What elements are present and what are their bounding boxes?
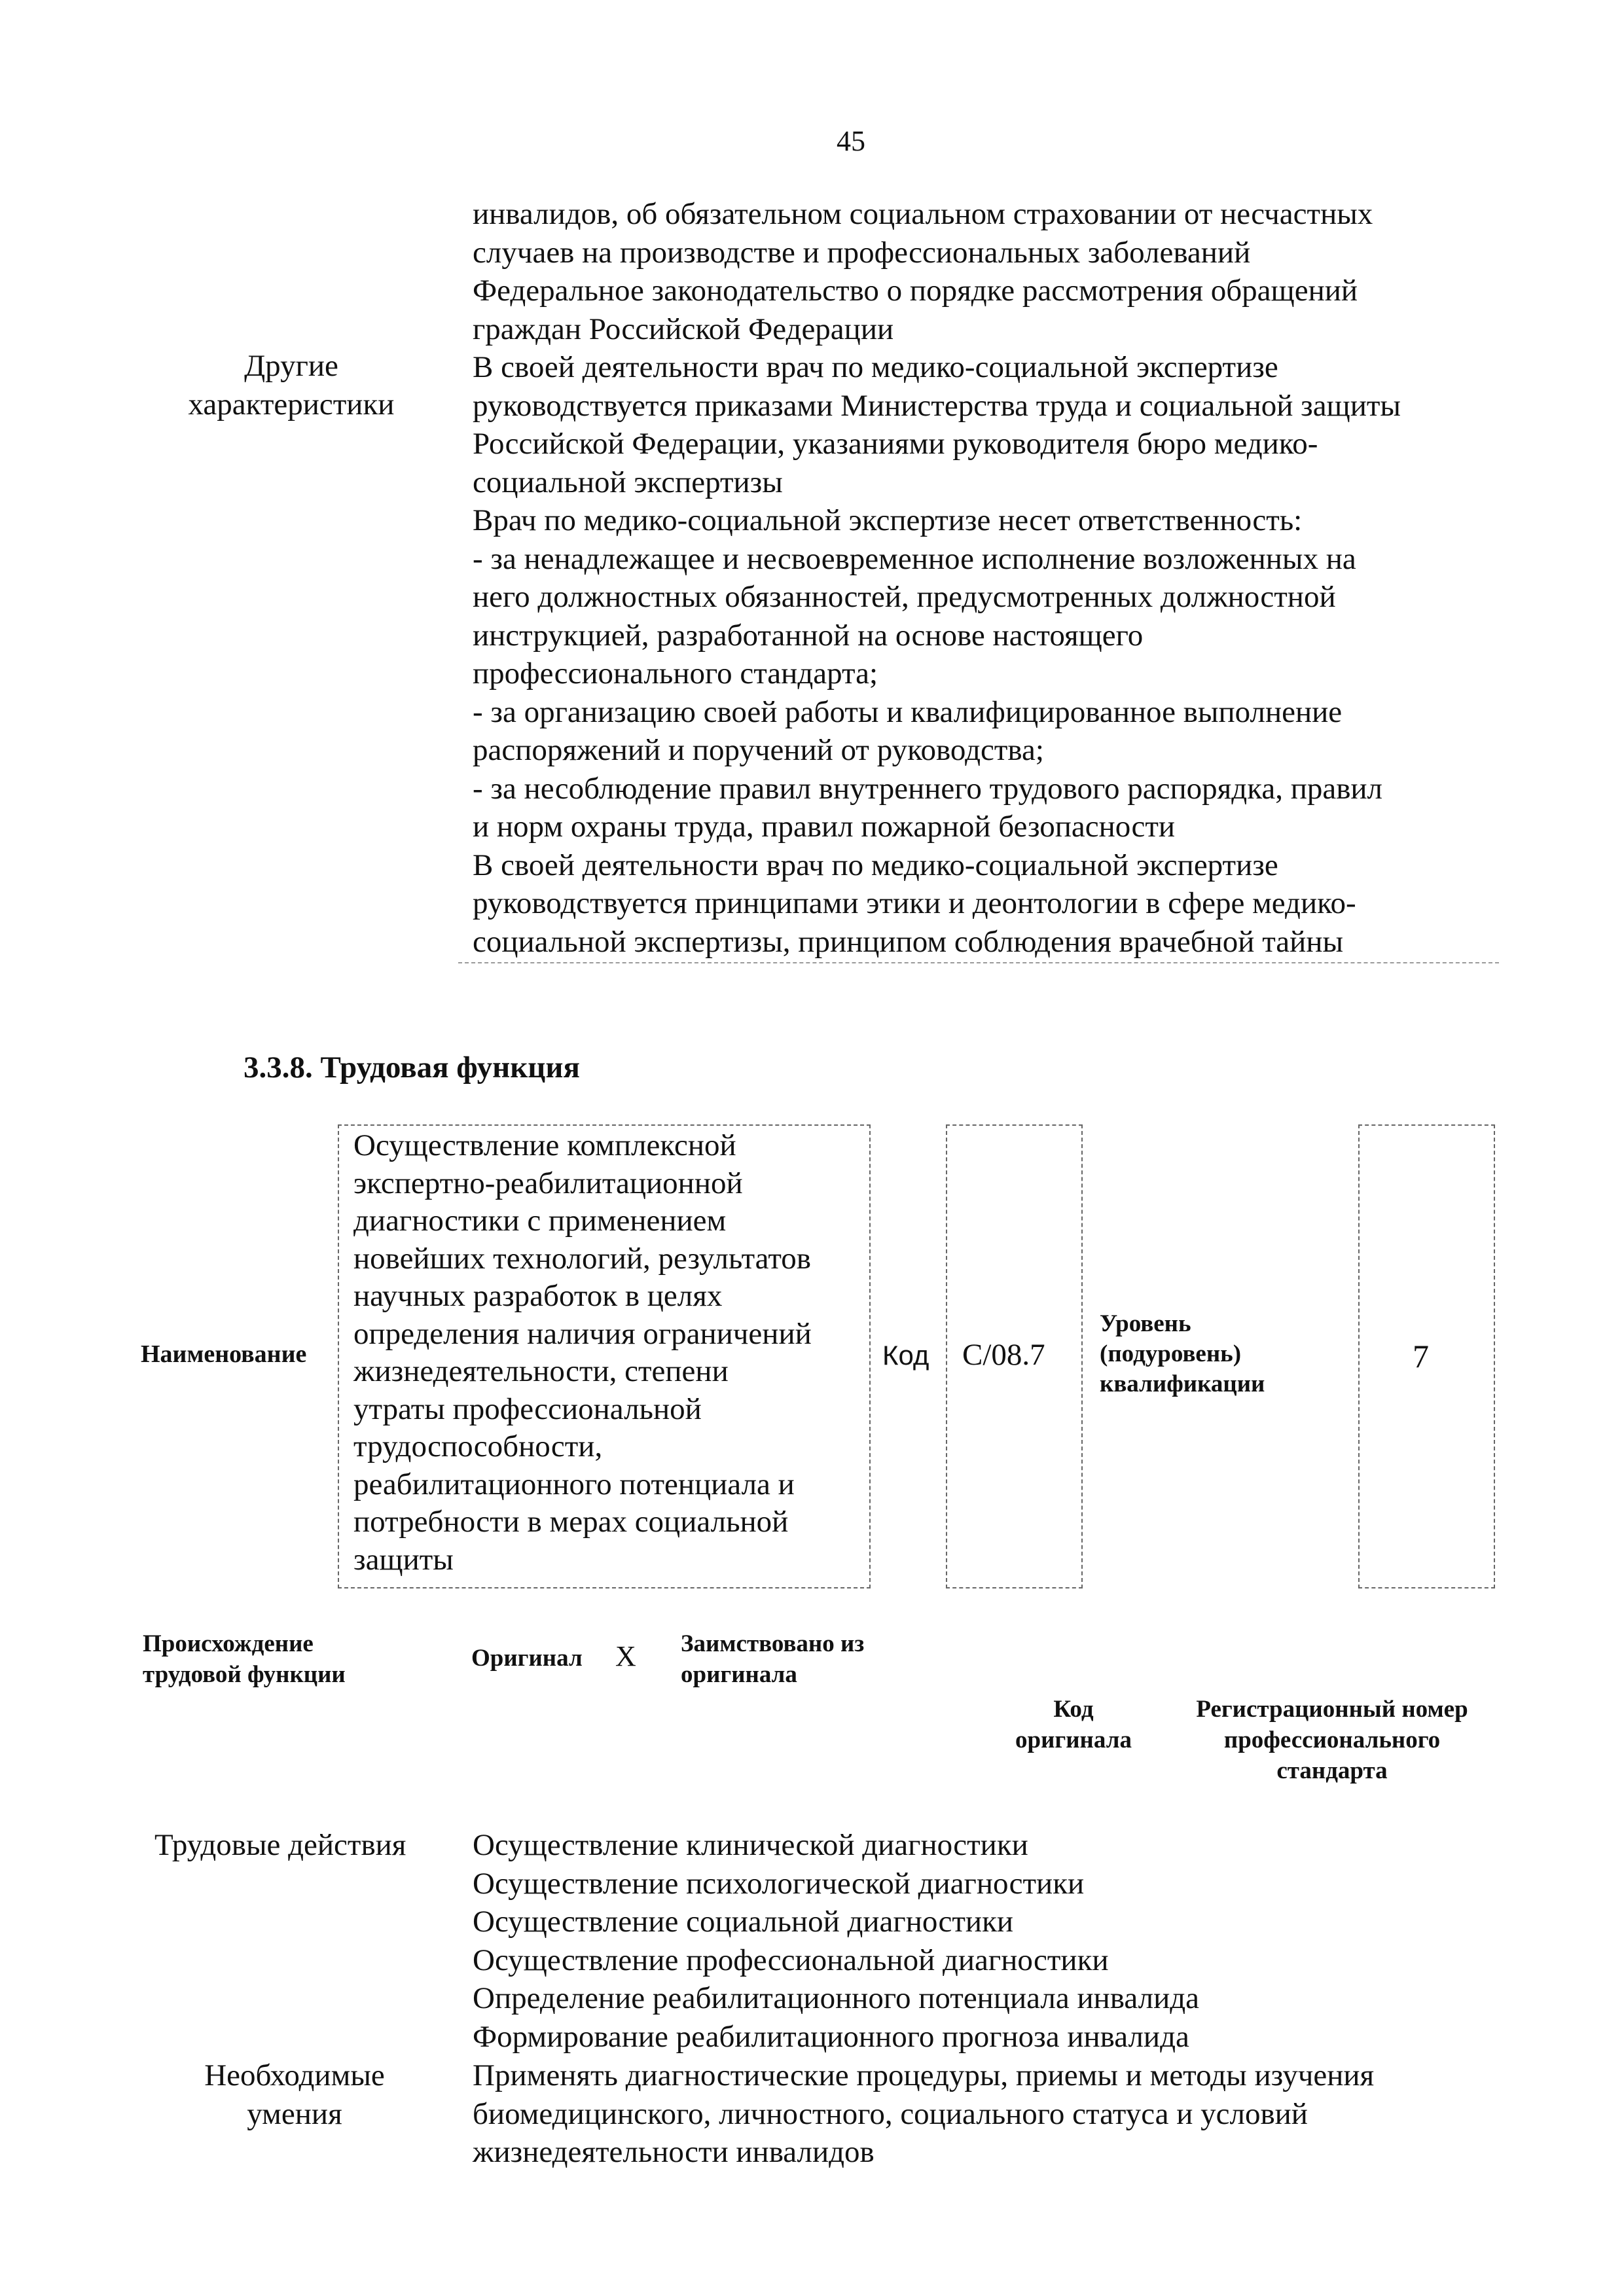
required-skills-label-line: умения [247,2096,342,2131]
name-line: защиты [353,1542,454,1577]
name-line: экспертно-реабилитационной [353,1166,743,1200]
text-line: случаев на производстве и профессиональных заболеваний [473,235,1251,270]
registration-number-label [1165,1694,1499,1786]
required-skills-label-line: Необходимые [204,2058,385,2092]
borrowed-label-line: Заимствовано из [681,1630,865,1657]
required-skills-label [157,2056,432,2133]
borrowed-label [681,1628,864,1690]
labor-action-item: Формирование реабилитационного прогноза инвалида [473,2019,1189,2054]
level-label-line: Уровень [1100,1310,1191,1337]
required-skills-text [473,2056,1374,2172]
name-line: трудоспособности, [353,1429,603,1463]
text-line: Федеральное законодательство о порядке рассмотрения обращений [473,274,1358,308]
text-line: В своей деятельности врач по медико-социальной экспертизе [473,350,1278,384]
code-original-line: оригинала [1015,1727,1132,1753]
code-original-label [995,1694,1152,1755]
labor-action-item: Осуществление профессиональной диагностики [473,1943,1109,1977]
label-line: характеристики [188,387,395,422]
section-title: 3.3.8. Трудовая функция [244,1050,580,1085]
labor-actions-list [473,1826,1199,2056]
name-line: новейших технологий, результатов [353,1241,811,1276]
table-bottom-rule [458,962,1499,963]
text-line: граждан Российской Федерации [473,312,894,346]
origin-label-line: трудовой функции [143,1661,346,1688]
code-original-line: Код [1053,1696,1094,1723]
registration-number-line: профессионального [1223,1727,1441,1753]
skills-line: жизнедеятельности инвалидов [473,2135,875,2169]
text-line: и норм охраны труда, правил пожарной безопасности [473,810,1176,844]
name-line: реабилитационного потенциала и [353,1467,795,1501]
name-line: Осуществление комплексной [353,1128,736,1162]
name-line: жизнедеятельности, степени [353,1354,729,1388]
name-text [353,1127,812,1579]
name-line: определения наличия ограничений [353,1316,812,1351]
text-line: Российской Федерации, указаниями руководителя бюро медико- [473,427,1318,461]
name-line: научных разработок в целях [353,1279,723,1313]
text-line: социальной экспертизы, принципом соблюдения врачебной тайны [473,924,1344,959]
text-line: профессионального стандарта; [473,656,878,691]
text-line: инвалидов, об обязательном социальном страховании от несчастных [473,197,1373,231]
label-line: Другие [244,349,338,383]
text-line: В своей деятельности врач по медико-социальной экспертизе [473,848,1278,882]
text-line: инструкцией, разработанной на основе настоящего [473,618,1144,653]
text-line: Врач по медико-социальной экспертизе несет ответственность: [473,503,1303,537]
other-characteristics-label [151,347,432,423]
name-line: утраты профессиональной [353,1391,702,1426]
level-value: 7 [1413,1338,1429,1374]
labor-action-item: Определение реабилитационного потенциала инвалида [473,1981,1200,2015]
level-label-line: (подуровень) [1100,1340,1242,1367]
name-label: Наименование [141,1340,307,1368]
level-label-line: квалификации [1100,1371,1265,1397]
labor-action-item: Осуществление социальной диагностики [473,1905,1014,1939]
origin-label [143,1628,346,1690]
text-line: - за несоблюдение правил внутреннего трудового распорядка, правил [473,771,1383,806]
text-line: - за организацию своей работы и квалифицированное выполнение [473,694,1343,729]
registration-number-line: стандарта [1276,1757,1388,1784]
labor-action-item: Осуществление психологической диагностики [473,1866,1085,1901]
original-label: Оригинал [471,1645,583,1672]
text-line: - за ненадлежащее и несвоевременное исполнение возложенных на [473,541,1356,576]
level-label [1100,1309,1265,1399]
labor-action-item: Осуществление клинической диагностики [473,1828,1028,1862]
labor-actions-label: Трудовые действия [154,1828,406,1862]
original-mark: X [615,1640,636,1672]
name-line: диагностики с применением [353,1204,727,1238]
text-line: социальной экспертизы [473,465,783,499]
text-line: руководствуется принципами этики и деонтологии в сфере медико- [473,886,1356,920]
skills-line: биомедицинского, личностного, социального статуса и условий [473,2096,1308,2131]
other-characteristics-text [473,195,1401,961]
text-line: распоряжений и поручений от руководства; [473,733,1044,767]
text-line: руководствуется приказами Министерства труда и социальной защиты [473,388,1401,423]
registration-number-line: Регистрационный номер [1196,1696,1468,1723]
skills-line: Применять диагностические процедуры, приемы и методы изучения [473,2058,1375,2092]
text-line: него должностных обязанностей, предусмотренных должностной [473,580,1336,614]
code-value: C/08.7 [962,1338,1045,1372]
name-line: потребности в мерах социальной [353,1505,789,1539]
page-number: 45 [837,125,865,157]
origin-label-line: Происхождение [143,1630,314,1657]
code-label: Код [882,1340,929,1371]
borrowed-label-line: оригинала [681,1661,797,1688]
